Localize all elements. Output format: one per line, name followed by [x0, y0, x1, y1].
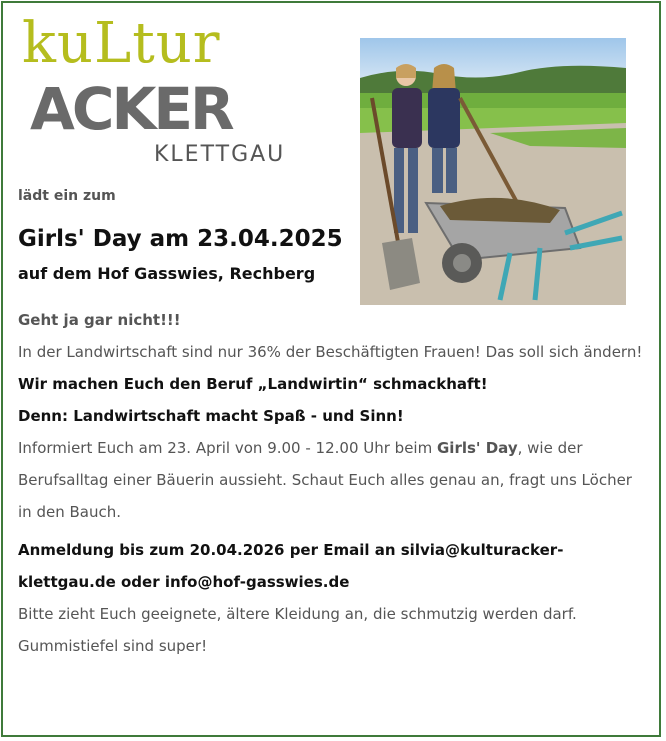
promo-line: Wir machen Euch den Beruf „Landwirtin“ schmackhaft!	[18, 375, 488, 393]
logo-kultur-text: kuLtur	[22, 11, 221, 76]
headline-line: Geht ja gar nicht!!!	[18, 311, 181, 329]
registration-paragraph[interactable]: Anmeldung bis zum 20.04.2026 per Email an silvia@kulturacker-klettgau.de oder info@hof-gasswies.de	[18, 541, 564, 591]
info-pre: Informiert Euch am 23. April von 9.00 - 12.00 Uhr beim	[18, 439, 437, 457]
info-girls-day: Girls' Day	[436, 439, 518, 457]
info-paragraph	[18, 432, 648, 528]
event-title: Girls' Day am 23.04.2025	[18, 226, 343, 252]
farm-photo	[360, 38, 626, 305]
stats-paragraph: In der Landwirtschaft sind nur 36% der Beschäftigten Frauen! Das soll sich ändern!	[18, 343, 643, 361]
motto-line: Denn: Landwirtschaft macht Spaß - und Sinn!	[18, 407, 404, 425]
body-text	[18, 304, 648, 662]
logo-klettgau-text: KLETTGAU	[154, 142, 286, 167]
intro-text: lädt ein zum	[18, 188, 116, 204]
event-location: auf dem Hof Gasswies, Rechberg	[18, 264, 316, 283]
info-post: , wie der Berufsalltag einer Bäuerin aussieht. Schaut Euch alles genau an, fragt uns Löcher in den Bauch.	[18, 439, 632, 521]
kulturacker-logo	[18, 11, 338, 174]
logo-acker-text: ACKER	[30, 75, 232, 143]
farm-photo-illustration	[360, 38, 626, 305]
clothing-paragraph: Bitte zieht Euch geeignete, ältere Kleidung an, die schmutzig werden darf. Gummistiefel sind super!	[18, 605, 577, 655]
